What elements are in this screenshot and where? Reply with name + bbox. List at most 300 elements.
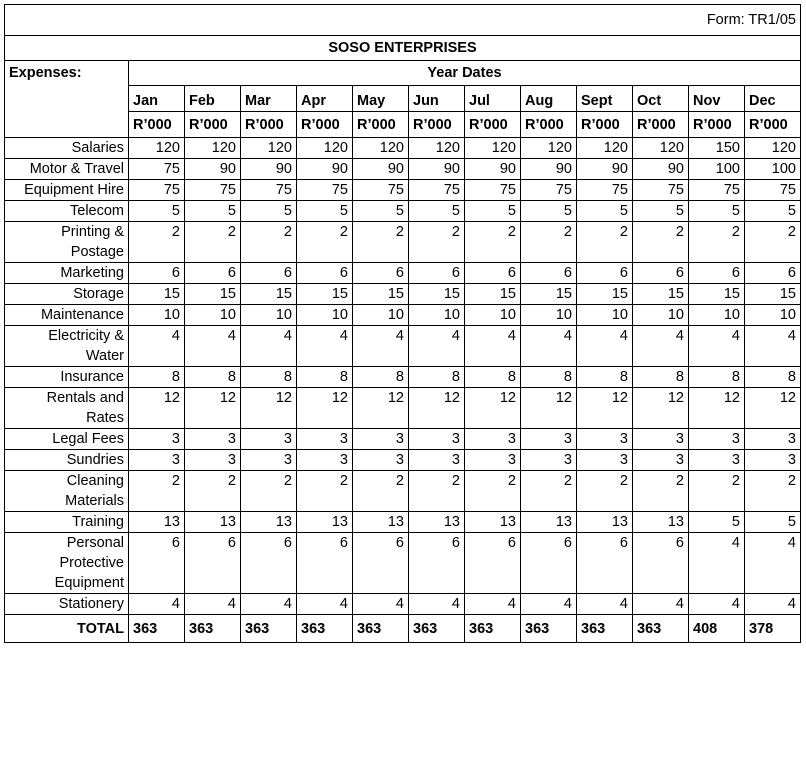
expense-value: 12 <box>297 388 353 429</box>
expense-value: 4 <box>633 326 689 367</box>
table-row <box>5 450 801 471</box>
expense-value: 5 <box>297 201 353 222</box>
expense-value: 13 <box>633 512 689 533</box>
total-value: 363 <box>297 615 353 643</box>
expense-value: 13 <box>353 512 409 533</box>
expense-value: 2 <box>129 471 185 512</box>
expense-value: 6 <box>577 263 633 284</box>
expense-value: 8 <box>465 367 521 388</box>
total-row <box>5 615 801 643</box>
expense-value: 12 <box>745 388 801 429</box>
expense-value: 5 <box>465 201 521 222</box>
expense-value: 3 <box>297 429 353 450</box>
form-code: Form: TR1/05 <box>5 5 801 36</box>
expense-value: 4 <box>185 326 241 367</box>
table-row <box>5 305 801 326</box>
expense-value: 4 <box>353 326 409 367</box>
table-row <box>5 594 801 615</box>
expense-value: 100 <box>745 159 801 180</box>
month-header: Mar <box>241 86 297 112</box>
total-value: 363 <box>129 615 185 643</box>
expense-value: 12 <box>465 388 521 429</box>
unit-header: R’000 <box>577 112 633 138</box>
expense-value: 2 <box>353 222 409 263</box>
total-value: 363 <box>353 615 409 643</box>
expense-value: 90 <box>633 159 689 180</box>
expense-value: 6 <box>297 263 353 284</box>
expense-value: 8 <box>521 367 577 388</box>
expense-value: 12 <box>633 388 689 429</box>
expense-value: 3 <box>129 429 185 450</box>
expense-value: 3 <box>297 450 353 471</box>
expense-value: 2 <box>745 222 801 263</box>
expense-value: 5 <box>521 201 577 222</box>
expense-label <box>5 138 129 159</box>
month-header: Apr <box>297 86 353 112</box>
expense-value: 75 <box>353 180 409 201</box>
expense-value: 120 <box>577 138 633 159</box>
unit-header: R’000 <box>521 112 577 138</box>
expense-value: 12 <box>129 388 185 429</box>
expense-value: 10 <box>241 305 297 326</box>
expense-value: 6 <box>465 533 521 594</box>
expense-value: 2 <box>745 471 801 512</box>
month-header: Feb <box>185 86 241 112</box>
month-header: Dec <box>745 86 801 112</box>
expense-value: 15 <box>409 284 465 305</box>
total-value: 363 <box>241 615 297 643</box>
month-header: Aug <box>521 86 577 112</box>
expense-value: 75 <box>241 180 297 201</box>
expense-value: 4 <box>745 533 801 594</box>
expense-value: 5 <box>745 512 801 533</box>
expense-value: 3 <box>353 450 409 471</box>
expense-value: 3 <box>633 450 689 471</box>
month-header: Jul <box>465 86 521 112</box>
expense-value: 6 <box>353 533 409 594</box>
month-header: Nov <box>689 86 745 112</box>
expense-value: 5 <box>745 201 801 222</box>
expense-value: 120 <box>353 138 409 159</box>
expense-value: 5 <box>129 201 185 222</box>
expense-value: 5 <box>241 201 297 222</box>
expense-value: 15 <box>465 284 521 305</box>
expense-value: 4 <box>129 594 185 615</box>
expense-value: 6 <box>129 263 185 284</box>
expense-value: 4 <box>297 326 353 367</box>
expense-label <box>5 388 129 429</box>
expense-value: 2 <box>633 222 689 263</box>
expense-value: 10 <box>409 305 465 326</box>
expense-value: 75 <box>297 180 353 201</box>
expense-value: 75 <box>577 180 633 201</box>
table-row <box>5 533 801 594</box>
expense-value: 120 <box>521 138 577 159</box>
expense-value: 2 <box>521 471 577 512</box>
expense-value: 3 <box>745 429 801 450</box>
expense-value: 5 <box>577 201 633 222</box>
expense-value: 13 <box>185 512 241 533</box>
expense-value: 4 <box>409 594 465 615</box>
expense-value: 4 <box>129 326 185 367</box>
expense-value: 4 <box>633 594 689 615</box>
unit-header: R’000 <box>745 112 801 138</box>
expense-value: 5 <box>689 201 745 222</box>
expense-value: 3 <box>689 450 745 471</box>
expense-value: 13 <box>129 512 185 533</box>
expense-label-line: Maintenance <box>40 307 124 323</box>
expense-value: 3 <box>633 429 689 450</box>
expense-value: 3 <box>521 429 577 450</box>
expense-value: 90 <box>577 159 633 180</box>
expense-value: 15 <box>521 284 577 305</box>
expense-value: 6 <box>185 533 241 594</box>
expense-value: 12 <box>521 388 577 429</box>
expense-value: 4 <box>689 533 745 594</box>
month-header: Oct <box>633 86 689 112</box>
expense-value: 15 <box>689 284 745 305</box>
total-value: 378 <box>745 615 801 643</box>
expense-label-line: Electricity & <box>48 328 124 344</box>
expense-label-line: Equipment <box>54 575 124 591</box>
expense-label <box>5 450 129 471</box>
expense-value: 2 <box>185 471 241 512</box>
table-row <box>5 138 801 159</box>
expense-label-line: Water <box>85 348 124 364</box>
unit-header: R’000 <box>689 112 745 138</box>
expense-value: 3 <box>521 450 577 471</box>
total-value: 363 <box>465 615 521 643</box>
table-row <box>5 284 801 305</box>
expense-value: 8 <box>409 367 465 388</box>
expense-value: 12 <box>409 388 465 429</box>
expense-value: 6 <box>465 263 521 284</box>
expense-value: 2 <box>465 222 521 263</box>
expense-value: 12 <box>353 388 409 429</box>
expense-value: 120 <box>409 138 465 159</box>
expense-label <box>5 284 129 305</box>
unit-header: R’000 <box>129 112 185 138</box>
expense-value: 75 <box>129 180 185 201</box>
expense-value: 120 <box>185 138 241 159</box>
expense-label-line: Motor & Travel <box>29 161 124 177</box>
expenses-label-text: Expenses: <box>9 65 82 81</box>
expense-value: 3 <box>409 450 465 471</box>
expense-value: 5 <box>633 201 689 222</box>
expense-label-line: Printing & <box>61 224 124 240</box>
expense-value: 4 <box>241 326 297 367</box>
expense-value: 6 <box>689 263 745 284</box>
expense-value: 4 <box>353 594 409 615</box>
total-value: 363 <box>577 615 633 643</box>
expense-value: 2 <box>353 471 409 512</box>
table-row <box>5 512 801 533</box>
expense-value: 5 <box>689 512 745 533</box>
expense-value: 6 <box>241 533 297 594</box>
month-header: Sept <box>577 86 633 112</box>
expense-value: 2 <box>465 471 521 512</box>
expense-value: 4 <box>241 594 297 615</box>
expense-label-line: Insurance <box>60 369 124 385</box>
expense-value: 120 <box>241 138 297 159</box>
expense-value: 10 <box>633 305 689 326</box>
expense-value: 15 <box>633 284 689 305</box>
expense-value: 6 <box>633 263 689 284</box>
expense-value: 2 <box>689 222 745 263</box>
expense-value: 4 <box>521 594 577 615</box>
expense-value: 2 <box>633 471 689 512</box>
expense-value: 8 <box>353 367 409 388</box>
expense-value: 6 <box>185 263 241 284</box>
month-header: May <box>353 86 409 112</box>
expense-label-line: Salaries <box>71 140 124 156</box>
expense-label <box>5 305 129 326</box>
expense-value: 2 <box>297 222 353 263</box>
table-row <box>5 326 801 367</box>
expense-value: 75 <box>689 180 745 201</box>
expense-value: 10 <box>185 305 241 326</box>
expense-value: 2 <box>241 471 297 512</box>
expense-value: 10 <box>689 305 745 326</box>
expense-label-line: Legal Fees <box>52 431 124 447</box>
expense-value: 6 <box>409 533 465 594</box>
unit-header: R’000 <box>633 112 689 138</box>
expense-value: 6 <box>297 533 353 594</box>
expense-value: 3 <box>129 450 185 471</box>
expense-value: 4 <box>689 594 745 615</box>
total-value: 363 <box>633 615 689 643</box>
expense-value: 2 <box>409 471 465 512</box>
expense-value: 8 <box>241 367 297 388</box>
expense-value: 75 <box>633 180 689 201</box>
expense-label <box>5 512 129 533</box>
expense-value: 15 <box>353 284 409 305</box>
expense-value: 3 <box>185 450 241 471</box>
expense-value: 13 <box>297 512 353 533</box>
expense-value: 4 <box>745 594 801 615</box>
expense-value: 8 <box>745 367 801 388</box>
expense-value: 3 <box>353 429 409 450</box>
expense-value: 6 <box>745 263 801 284</box>
expense-label-line: Equipment Hire <box>24 182 124 198</box>
expense-value: 100 <box>689 159 745 180</box>
expense-label-line: Postage <box>70 244 124 260</box>
table-row <box>5 429 801 450</box>
expense-value: 2 <box>297 471 353 512</box>
expense-value: 15 <box>577 284 633 305</box>
expense-value: 15 <box>185 284 241 305</box>
form-code-row <box>5 5 801 36</box>
expense-value: 2 <box>577 471 633 512</box>
expense-value: 4 <box>577 594 633 615</box>
table-row <box>5 201 801 222</box>
expense-value: 120 <box>633 138 689 159</box>
expense-value: 3 <box>689 429 745 450</box>
expense-value: 15 <box>129 284 185 305</box>
expense-label-line: Storage <box>73 286 124 302</box>
expense-value: 90 <box>297 159 353 180</box>
expense-value: 8 <box>577 367 633 388</box>
expense-value: 12 <box>185 388 241 429</box>
expense-value: 3 <box>241 429 297 450</box>
expense-label-line: Stationery <box>58 596 124 612</box>
expense-value: 90 <box>185 159 241 180</box>
expense-label-line: Protective <box>59 555 124 571</box>
expense-value: 2 <box>185 222 241 263</box>
expense-value: 8 <box>129 367 185 388</box>
expense-value: 6 <box>521 263 577 284</box>
expenses-table <box>4 4 801 643</box>
table-row <box>5 367 801 388</box>
expense-value: 90 <box>521 159 577 180</box>
expense-label <box>5 201 129 222</box>
unit-header: R’000 <box>241 112 297 138</box>
expense-label-line: Materials <box>65 493 124 509</box>
expense-value: 6 <box>577 533 633 594</box>
expense-value: 2 <box>577 222 633 263</box>
expense-value: 90 <box>241 159 297 180</box>
expense-label <box>5 367 129 388</box>
title-row <box>5 36 801 61</box>
year-dates-row <box>5 61 801 86</box>
expense-label-line: Rentals and <box>46 390 124 406</box>
expense-value: 13 <box>577 512 633 533</box>
year-dates-label: Year Dates <box>129 61 801 86</box>
expense-value: 10 <box>577 305 633 326</box>
expense-value: 3 <box>409 429 465 450</box>
expense-label <box>5 180 129 201</box>
month-header: Jan <box>129 86 185 112</box>
expense-value: 4 <box>465 594 521 615</box>
expense-label <box>5 263 129 284</box>
expense-value: 6 <box>129 533 185 594</box>
expense-value: 15 <box>241 284 297 305</box>
expense-value: 5 <box>353 201 409 222</box>
expense-label <box>5 159 129 180</box>
expense-value: 8 <box>689 367 745 388</box>
total-value: 363 <box>521 615 577 643</box>
expense-value: 4 <box>465 326 521 367</box>
expense-value: 4 <box>297 594 353 615</box>
expense-value: 2 <box>241 222 297 263</box>
company-title: SOSO ENTERPRISES <box>5 36 801 61</box>
expense-value: 6 <box>633 533 689 594</box>
expense-value: 4 <box>745 326 801 367</box>
expense-value: 13 <box>465 512 521 533</box>
expense-label-line: Sundries <box>66 452 124 468</box>
expense-value: 10 <box>297 305 353 326</box>
total-label: TOTAL <box>5 615 129 643</box>
expense-value: 6 <box>353 263 409 284</box>
expense-value: 15 <box>745 284 801 305</box>
expense-value: 12 <box>689 388 745 429</box>
expense-value: 120 <box>129 138 185 159</box>
expense-value: 90 <box>465 159 521 180</box>
expense-label-line: Marketing <box>60 265 124 281</box>
expense-value: 8 <box>633 367 689 388</box>
expense-label <box>5 429 129 450</box>
table-row <box>5 222 801 263</box>
expense-label <box>5 533 129 594</box>
expense-label-line: Cleaning <box>66 473 124 489</box>
expense-value: 12 <box>241 388 297 429</box>
expense-value: 10 <box>465 305 521 326</box>
expense-value: 4 <box>689 326 745 367</box>
unit-header: R’000 <box>465 112 521 138</box>
expense-value: 3 <box>241 450 297 471</box>
expense-value: 75 <box>745 180 801 201</box>
expense-value: 4 <box>577 326 633 367</box>
expense-label <box>5 222 129 263</box>
expense-value: 3 <box>577 450 633 471</box>
unit-header: R’000 <box>297 112 353 138</box>
table-row <box>5 388 801 429</box>
expense-value: 90 <box>353 159 409 180</box>
expense-value: 3 <box>745 450 801 471</box>
expense-value: 10 <box>745 305 801 326</box>
expense-value: 75 <box>465 180 521 201</box>
expense-value: 3 <box>185 429 241 450</box>
expense-value: 13 <box>409 512 465 533</box>
expense-label-line: Training <box>72 514 124 530</box>
expense-value: 6 <box>521 533 577 594</box>
expense-value: 75 <box>409 180 465 201</box>
expense-value: 10 <box>129 305 185 326</box>
expense-value: 2 <box>409 222 465 263</box>
total-value: 408 <box>689 615 745 643</box>
expense-value: 6 <box>409 263 465 284</box>
expense-value: 3 <box>577 429 633 450</box>
unit-header: R’000 <box>409 112 465 138</box>
table-row <box>5 159 801 180</box>
expense-value: 120 <box>465 138 521 159</box>
unit-header: R’000 <box>185 112 241 138</box>
expense-value: 2 <box>689 471 745 512</box>
table-row <box>5 180 801 201</box>
expense-value: 120 <box>297 138 353 159</box>
expense-value: 10 <box>521 305 577 326</box>
expense-value: 4 <box>409 326 465 367</box>
expense-value: 8 <box>297 367 353 388</box>
expense-label <box>5 326 129 367</box>
expense-value: 12 <box>577 388 633 429</box>
expense-label-line: Personal <box>66 535 124 551</box>
expense-value: 5 <box>185 201 241 222</box>
expense-value: 150 <box>689 138 745 159</box>
expense-value: 4 <box>185 594 241 615</box>
expense-value: 120 <box>745 138 801 159</box>
expense-value: 13 <box>241 512 297 533</box>
expense-value: 75 <box>129 159 185 180</box>
expense-value: 75 <box>185 180 241 201</box>
expense-value: 2 <box>521 222 577 263</box>
expense-value: 3 <box>465 450 521 471</box>
expenses-label <box>5 61 129 138</box>
table-row <box>5 471 801 512</box>
expense-value: 13 <box>521 512 577 533</box>
total-value: 363 <box>185 615 241 643</box>
expense-value: 4 <box>521 326 577 367</box>
expense-value: 3 <box>465 429 521 450</box>
expense-value: 6 <box>241 263 297 284</box>
expense-value: 10 <box>353 305 409 326</box>
expense-value: 15 <box>297 284 353 305</box>
expense-value: 75 <box>521 180 577 201</box>
unit-header: R’000 <box>353 112 409 138</box>
table-row <box>5 263 801 284</box>
month-header: Jun <box>409 86 465 112</box>
expense-value: 2 <box>129 222 185 263</box>
